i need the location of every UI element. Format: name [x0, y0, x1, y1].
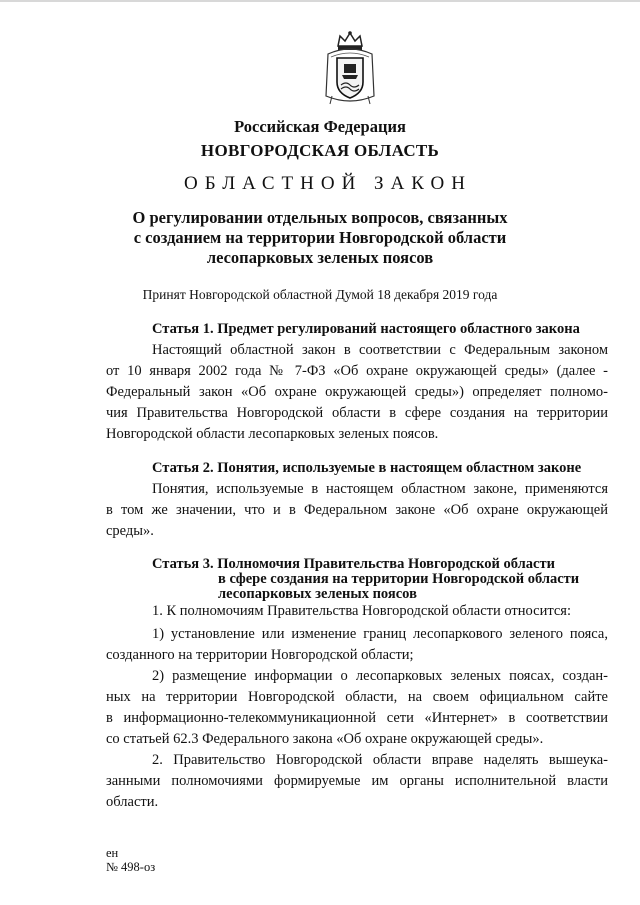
law-title-line: с созданием на территории Новгородской области — [133, 228, 507, 247]
article-3-line: занными полномочиями формируемые им органы исполнительной власти — [106, 773, 608, 789]
article-2-heading: Статья 2. Понятия, используемые в настоящем областном законе — [152, 460, 582, 476]
footer — [106, 846, 155, 874]
article-3-heading-line: Статья 3. Полномочия Правительства Новгородской области — [152, 556, 555, 572]
law-title-line: О регулировании отдельных вопросов, связанных — [132, 208, 508, 227]
article-3-line: со статьей 62.3 Федерального закона «Об охране окружающей среды». — [106, 731, 544, 747]
article-1-line: от 10 января 2002 года № 7-ФЗ «Об охране окружающей среды» (далее - — [106, 363, 608, 379]
scan-edge-line — [0, 0, 640, 2]
footer-initials: ен — [106, 846, 119, 860]
article-1-line: Федеральный закон «Об охране окружающей среды») определяет полномо- — [106, 384, 608, 400]
country-name: Российская Федерация — [234, 117, 406, 136]
article-2-line: Понятия, используемые в настоящем областном законе, применяются — [152, 481, 608, 497]
article-1-line: Новгородской области лесопарковых зеленых поясов. — [106, 426, 439, 442]
adoption-note: Принят Новгородской областной Думой 18 декабря 2019 года — [142, 287, 498, 302]
article-3-line: 2. Правительство Новгородской области вправе наделять вышеука- — [152, 752, 608, 768]
law-title-line: лесопарковых зеленых поясов — [206, 248, 434, 267]
article-2-line: среды». — [106, 523, 154, 539]
article-3-line: в информационно-телекоммуникационной сети «Интернет» в соответствии — [106, 710, 608, 726]
article-3-line: ных на территории Новгородской области, на своем официальном сайте — [106, 689, 608, 705]
law-title — [0, 208, 640, 268]
document-type: ОБЛАСТНОЙ ЗАКОН — [184, 173, 472, 194]
article-3-line: области. — [106, 794, 159, 810]
article-3-heading — [152, 557, 579, 602]
article-1-line: Настоящий областной закон в соответствии с Федеральным законом — [152, 342, 608, 358]
article-3-line: 2) размещение информации о лесопарковых зеленых поясах, создан- — [152, 668, 608, 684]
article-1-heading: Статья 1. Предмет регулирований настоящего областного закона — [152, 321, 580, 337]
article-2-line: в том же значении, что и в Федеральном законе «Об охране окружающей — [106, 502, 608, 518]
article-3-line: 1) установление или изменение границ лесопаркового зеленого пояса, — [152, 626, 608, 642]
coat-of-arms-icon — [322, 30, 378, 108]
law-number: № 498-оз — [106, 860, 156, 874]
region-name: НОВГОРОДСКАЯ ОБЛАСТЬ — [200, 141, 440, 160]
article-3-heading-line: в сфере создания на территории Новгородской области — [218, 571, 580, 587]
article-3-heading-line: лесопарковых зеленых поясов — [218, 586, 417, 602]
article-3-line: созданного на территории Новгородской области; — [106, 647, 414, 663]
article-1-line: чия Правительства Новгородской области в сфере создания на территории — [106, 405, 608, 421]
article-3-line: 1. К полномочиям Правительства Новгородской области относится: — [152, 603, 571, 619]
